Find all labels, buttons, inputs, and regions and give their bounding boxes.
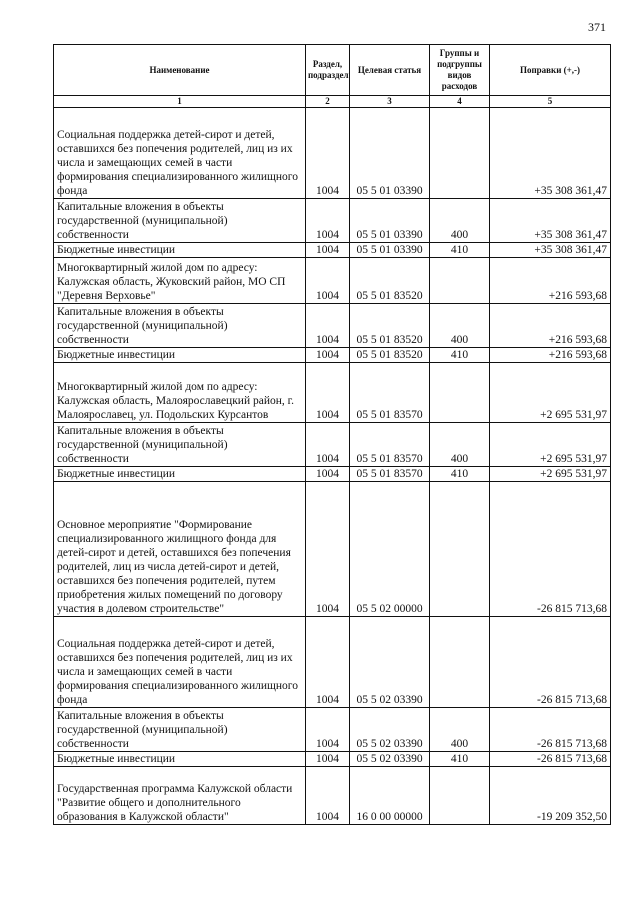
table-row	[54, 467, 611, 482]
row-name: Социальная поддержка детей-сирот и детей, оставшихся без попечения родителей, лиц из их числа и замещающих семей в части формирования специализированного жилищного фонда	[54, 617, 306, 708]
row-section: 1004	[306, 617, 350, 708]
row-amount: +216 593,68	[490, 348, 611, 363]
table-row	[54, 363, 611, 423]
row-section: 1004	[306, 304, 350, 348]
table-row	[54, 108, 611, 199]
row-target: 16 0 00 00000	[350, 767, 430, 825]
table-row	[54, 199, 611, 243]
row-name: Социальная поддержка детей-сирот и детей, оставшихся без попечения родителей, лиц из их числа и замещающих семей в части формирования специализированного жилищного фонда	[54, 108, 306, 199]
table-row	[54, 752, 611, 767]
table-row	[54, 258, 611, 304]
row-section: 1004	[306, 243, 350, 258]
row-target: 05 5 01 03390	[350, 243, 430, 258]
row-amount: +216 593,68	[490, 304, 611, 348]
column-number: 5	[490, 96, 611, 108]
row-amount: +2 695 531,97	[490, 363, 611, 423]
column-number: 1	[54, 96, 306, 108]
budget-table	[53, 44, 611, 825]
row-target: 05 5 02 00000	[350, 482, 430, 617]
row-target: 05 5 01 83570	[350, 467, 430, 482]
row-section: 1004	[306, 348, 350, 363]
row-section: 1004	[306, 423, 350, 467]
row-name: Капитальные вложения в объекты государственной (муниципальной) собственности	[54, 708, 306, 752]
row-group	[430, 108, 490, 199]
table-row	[54, 767, 611, 825]
row-group	[430, 767, 490, 825]
header-target: Целевая статья	[350, 45, 430, 96]
row-section: 1004	[306, 482, 350, 617]
row-target: 05 5 01 03390	[350, 108, 430, 199]
row-amount: +35 308 361,47	[490, 243, 611, 258]
row-group: 410	[430, 467, 490, 482]
row-section: 1004	[306, 708, 350, 752]
row-amount: -19 209 352,50	[490, 767, 611, 825]
row-name: Бюджетные инвестиции	[54, 348, 306, 363]
header-section: Раздел, подраздел	[306, 45, 350, 96]
page-number: 371	[588, 20, 606, 34]
row-target: 05 5 01 03390	[350, 199, 430, 243]
row-amount: +2 695 531,97	[490, 467, 611, 482]
row-target: 05 5 02 03390	[350, 708, 430, 752]
row-group: 400	[430, 304, 490, 348]
row-section: 1004	[306, 108, 350, 199]
row-name: Основное мероприятие "Формирование специализированного жилищного фонда для детей-сирот и детей, оставшихся без попечения родителей, лиц из числа детей-сирот и детей, оставшихся без попечения родителей, путем приобретения жилых помещений по договору участия в долевом строительстве"	[54, 482, 306, 617]
row-section: 1004	[306, 199, 350, 243]
row-group	[430, 258, 490, 304]
row-amount: +35 308 361,47	[490, 108, 611, 199]
row-section: 1004	[306, 258, 350, 304]
row-group: 400	[430, 708, 490, 752]
row-section: 1004	[306, 767, 350, 825]
row-name: Государственная программа Калужской области "Развитие общего и дополнительного образования в Калужской области"	[54, 767, 306, 825]
row-section: 1004	[306, 752, 350, 767]
row-name: Многоквартирный жилой дом по адресу: Калужская область, Малоярославецкий район, г. Малоярославец, ул. Подольских Курсантов	[54, 363, 306, 423]
row-target: 05 5 01 83520	[350, 258, 430, 304]
row-name: Бюджетные инвестиции	[54, 752, 306, 767]
row-amount: +2 695 531,97	[490, 423, 611, 467]
row-name: Бюджетные инвестиции	[54, 243, 306, 258]
row-section: 1004	[306, 467, 350, 482]
row-target: 05 5 02 03390	[350, 617, 430, 708]
row-amount: -26 815 713,68	[490, 752, 611, 767]
row-amount: -26 815 713,68	[490, 708, 611, 752]
row-target: 05 5 01 83520	[350, 304, 430, 348]
row-amount: -26 815 713,68	[490, 617, 611, 708]
row-target: 05 5 01 83570	[350, 423, 430, 467]
row-section: 1004	[306, 363, 350, 423]
table-row	[54, 708, 611, 752]
table-row	[54, 304, 611, 348]
header-row	[54, 45, 611, 96]
row-amount: +216 593,68	[490, 258, 611, 304]
table-row	[54, 482, 611, 617]
row-name: Капитальные вложения в объекты государственной (муниципальной) собственности	[54, 423, 306, 467]
column-number: 2	[306, 96, 350, 108]
row-amount: -26 815 713,68	[490, 482, 611, 617]
row-amount: +35 308 361,47	[490, 199, 611, 243]
row-name: Многоквартирный жилой дом по адресу: Калужская область, Жуковский район, МО СП "Деревня Верховье"	[54, 258, 306, 304]
row-group: 410	[430, 348, 490, 363]
table-row	[54, 243, 611, 258]
table-row	[54, 423, 611, 467]
table-row	[54, 617, 611, 708]
row-group: 410	[430, 243, 490, 258]
column-number: 3	[350, 96, 430, 108]
row-group	[430, 363, 490, 423]
row-group	[430, 617, 490, 708]
row-name: Капитальные вложения в объекты государственной (муниципальной) собственности	[54, 304, 306, 348]
row-group: 410	[430, 752, 490, 767]
header-group: Группы и подгруппы видов расходов	[430, 45, 490, 96]
column-number-row	[54, 96, 611, 108]
header-name: Наименование	[54, 45, 306, 96]
row-name: Бюджетные инвестиции	[54, 467, 306, 482]
row-target: 05 5 01 83520	[350, 348, 430, 363]
row-target: 05 5 01 83570	[350, 363, 430, 423]
row-target: 05 5 02 03390	[350, 752, 430, 767]
table-row	[54, 348, 611, 363]
row-group: 400	[430, 423, 490, 467]
column-number: 4	[430, 96, 490, 108]
header-amendment: Поправки (+,-)	[490, 45, 611, 96]
row-name: Капитальные вложения в объекты государственной (муниципальной) собственности	[54, 199, 306, 243]
row-group	[430, 482, 490, 617]
row-group: 400	[430, 199, 490, 243]
